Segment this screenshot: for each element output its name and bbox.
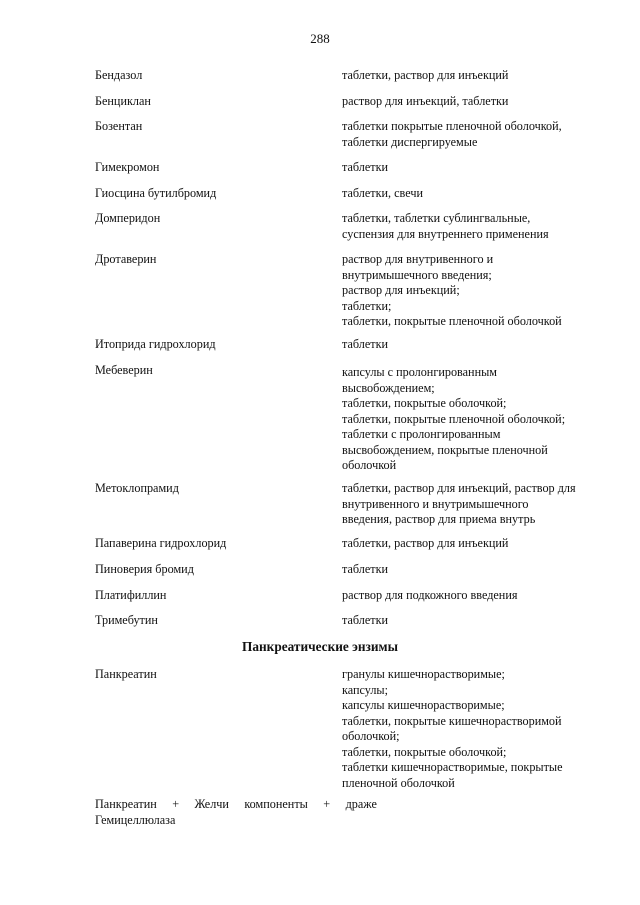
combo-word: драже — [345, 797, 377, 811]
dosage-form: гранулы кишечнорастворимые; капсулы; капсулы кишечнорастворимые; таблетки, покрытые кишечнорастворимой оболочкой; таблетки, покрытые оболочкой; таблетки кишечнорастворимые, покрытые пленочной оболочкой — [342, 667, 563, 790]
dosage-form: таблетки — [342, 562, 389, 576]
drug-name: Папаверина гидрохлорид — [95, 536, 227, 550]
dosage-form: таблетки, раствор для инъекций — [342, 536, 509, 550]
dosage-form: таблетки — [342, 160, 389, 174]
section-title: Панкреатические энзимы — [242, 639, 398, 654]
dosage-form: таблетки, раствор для инъекций, раствор для внутривенного и внутримышечного введения, раствор для приема внутрь — [342, 481, 576, 526]
combo-line-2: Гемицеллюлаза — [95, 812, 176, 827]
drug-name: Гимекромон — [95, 160, 160, 174]
drug-name: Гиосцина бутилбромид — [95, 186, 217, 200]
dosage-form: таблетки покрытые пленочной оболочкой, таблетки диспергируемые — [342, 119, 562, 149]
dosage-form: раствор для подкожного введения — [342, 588, 518, 602]
drug-name: Итоприда гидрохлорид — [95, 337, 216, 351]
drug-name: Дротаверин — [95, 252, 157, 266]
drug-name: Бозентан — [95, 119, 143, 133]
drug-name: Тримебутин — [95, 613, 158, 627]
dosage-form: таблетки — [342, 613, 389, 627]
drug-name: Бенциклан — [95, 94, 151, 108]
dosage-form: капсулы с пролонгированным высвобождением; таблетки, покрытые оболочкой; таблетки, покрытые пленочной оболочкой; таблетки с пролонгированным высвобождением, покрытые пленочной оболочкой — [342, 365, 566, 472]
dosage-form: раствор для инъекций, таблетки — [342, 94, 509, 108]
dosage-form: таблетки, таблетки сублингвальные, суспензия для внутреннего применения — [342, 211, 549, 241]
combo-word: Желчи — [194, 797, 229, 811]
dosage-form: таблетки, свечи — [342, 186, 423, 200]
dosage-form: таблетки, раствор для инъекций — [342, 68, 509, 82]
combo-word: Панкреатин — [95, 797, 157, 811]
drug-name: Платифиллин — [95, 588, 167, 602]
drug-name: Мебеверин — [95, 363, 153, 377]
drug-name: Панкреатин — [95, 667, 157, 681]
dosage-form: таблетки — [342, 337, 389, 351]
drug-name: Домперидон — [95, 211, 161, 225]
combo-entry — [95, 797, 377, 828]
drug-name: Метоклопрамид — [95, 481, 179, 495]
dosage-form: раствор для внутривенного и внутримышечного введения; раствор для инъекций; таблетки; таблетки, покрытые пленочной оболочкой — [342, 252, 562, 328]
combo-word: + — [172, 797, 180, 811]
page-number: 288 — [310, 31, 330, 46]
combo-word: компоненты — [244, 797, 308, 811]
drug-name: Пиноверия бромид — [95, 562, 194, 576]
combo-word: + — [323, 797, 331, 811]
drug-name: Бендазол — [95, 68, 143, 82]
